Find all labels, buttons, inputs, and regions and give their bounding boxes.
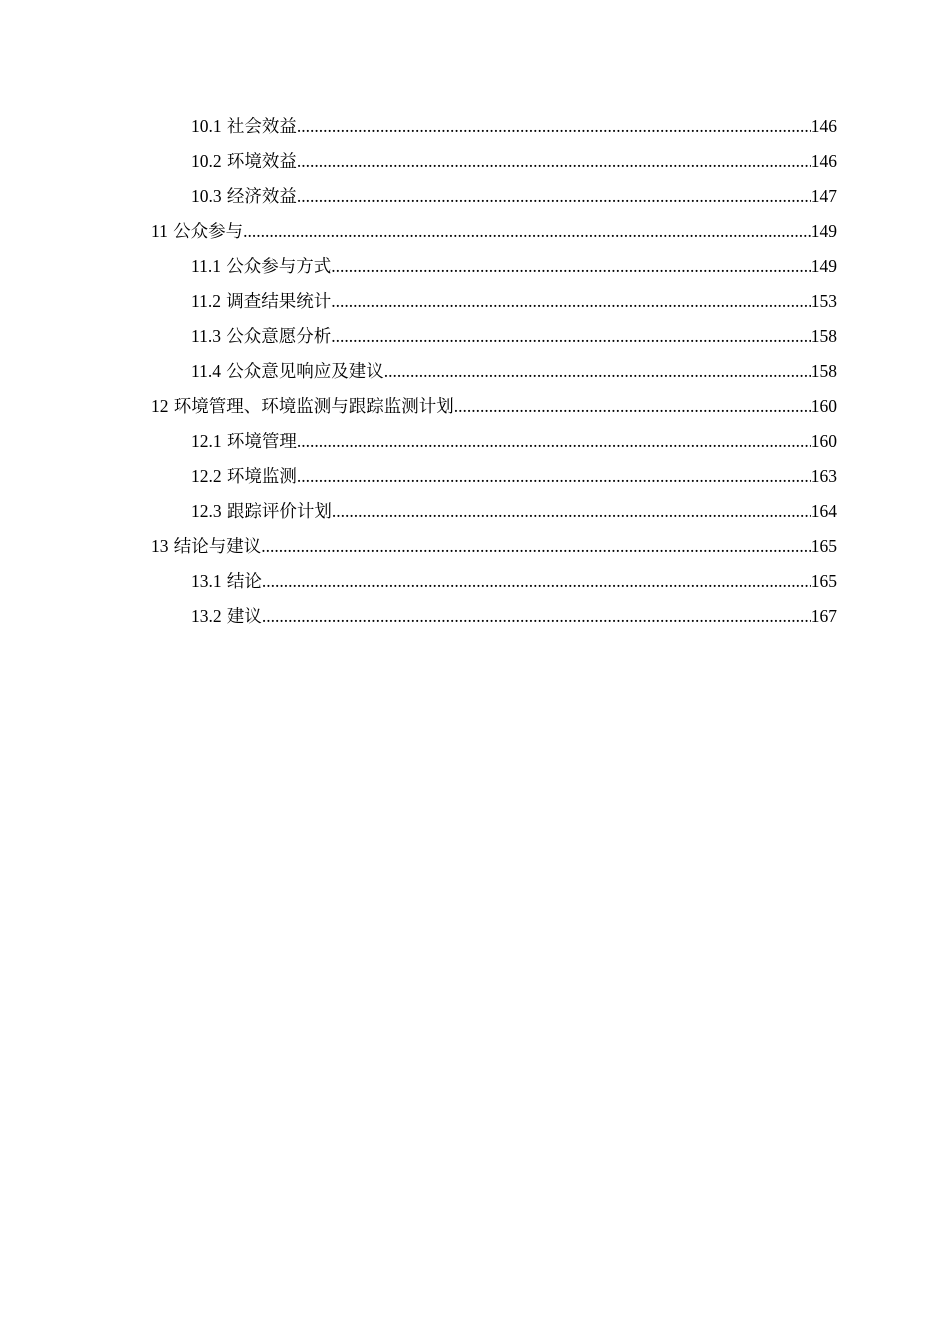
toc-entry-title: 调查结果统计 <box>226 291 332 311</box>
toc-entry-12-2[interactable] <box>0 459 837 494</box>
toc-entry-number: 12.2 <box>191 466 222 486</box>
toc-entry-page: 149 <box>810 256 837 276</box>
toc-entry-12[interactable] <box>0 389 837 424</box>
dot-leader <box>297 179 811 214</box>
dot-leader <box>297 109 811 144</box>
dot-leader <box>332 494 811 529</box>
toc-entry-page: 146 <box>810 151 837 171</box>
dot-leader <box>243 214 811 249</box>
toc-entry-13-1[interactable] <box>0 564 837 599</box>
toc-entry-page: 160 <box>810 396 837 416</box>
toc-entry-11[interactable] <box>0 214 837 249</box>
dot-leader <box>297 144 811 179</box>
toc-entry-page: 158 <box>810 361 837 381</box>
toc-entry-11-1[interactable] <box>0 249 837 284</box>
toc-entry-page: 147 <box>810 186 837 206</box>
toc-entry-number: 11.4 <box>191 361 221 381</box>
toc-entry-number: 10.3 <box>191 186 222 206</box>
toc-entry-page: 146 <box>810 116 837 136</box>
toc-entry-page: 149 <box>810 221 837 241</box>
toc-entry-title: 公众参与方式 <box>226 256 332 276</box>
toc-entry-11-4[interactable] <box>0 354 837 389</box>
toc-entry-title: 经济效益 <box>226 186 297 206</box>
dot-leader <box>262 599 811 634</box>
toc-entry-10-2[interactable] <box>0 144 837 179</box>
toc-entry-page: 167 <box>810 606 837 626</box>
dot-leader <box>262 564 811 599</box>
dot-leader <box>261 529 811 564</box>
toc-entry-page: 164 <box>810 501 837 521</box>
toc-entry-12-1[interactable] <box>0 424 837 459</box>
toc-entry-number: 11.3 <box>191 326 221 346</box>
toc-entry-title: 结论与建议 <box>173 536 262 556</box>
dot-leader <box>297 459 811 494</box>
toc-entry-number: 13.2 <box>191 606 222 626</box>
toc-entry-title: 环境管理 <box>226 431 297 451</box>
toc-entry-12-3[interactable] <box>0 494 837 529</box>
dot-leader <box>331 319 811 354</box>
toc-entry-number: 12.1 <box>191 431 222 451</box>
toc-entry-title: 公众意见响应及建议 <box>226 361 384 381</box>
toc-entry-page: 153 <box>810 291 837 311</box>
table-of-contents <box>0 109 950 634</box>
toc-entry-title: 结论 <box>226 571 262 591</box>
toc-entry-title: 跟踪评价计划 <box>226 501 332 521</box>
toc-entry-title: 公众意愿分析 <box>226 326 332 346</box>
dot-leader <box>331 249 811 284</box>
toc-entry-title: 环境监测 <box>226 466 297 486</box>
toc-entry-10-3[interactable] <box>0 179 837 214</box>
toc-entry-page: 158 <box>810 326 837 346</box>
toc-entry-title: 环境效益 <box>226 151 297 171</box>
dot-leader <box>454 389 811 424</box>
dot-leader <box>297 424 811 459</box>
dot-leader <box>384 354 811 389</box>
toc-entry-number: 11.1 <box>191 256 221 276</box>
toc-entry-number: 11 <box>151 221 168 241</box>
toc-entry-page: 160 <box>810 431 837 451</box>
toc-entry-title: 环境管理、环境监测与跟踪监测计划 <box>173 396 454 416</box>
toc-entry-title: 公众参与 <box>173 221 244 241</box>
toc-entry-number: 10.2 <box>191 151 222 171</box>
toc-entry-page: 165 <box>810 536 837 556</box>
toc-entry-title: 建议 <box>226 606 262 626</box>
toc-entry-number: 10.1 <box>191 116 222 136</box>
toc-entry-page: 165 <box>810 571 837 591</box>
dot-leader <box>331 284 811 319</box>
toc-entry-number: 13.1 <box>191 571 222 591</box>
toc-entry-number: 13 <box>151 536 169 556</box>
toc-entry-number: 11.2 <box>191 291 221 311</box>
toc-entry-10-1[interactable] <box>0 109 837 144</box>
toc-entry-number: 12 <box>151 396 169 416</box>
toc-entry-number: 12.3 <box>191 501 222 521</box>
toc-entry-13-2[interactable] <box>0 599 837 634</box>
toc-entry-11-2[interactable] <box>0 284 837 319</box>
toc-entry-title: 社会效益 <box>226 116 297 136</box>
toc-entry-page: 163 <box>810 466 837 486</box>
toc-entry-11-3[interactable] <box>0 319 837 354</box>
toc-entry-13[interactable] <box>0 529 837 564</box>
